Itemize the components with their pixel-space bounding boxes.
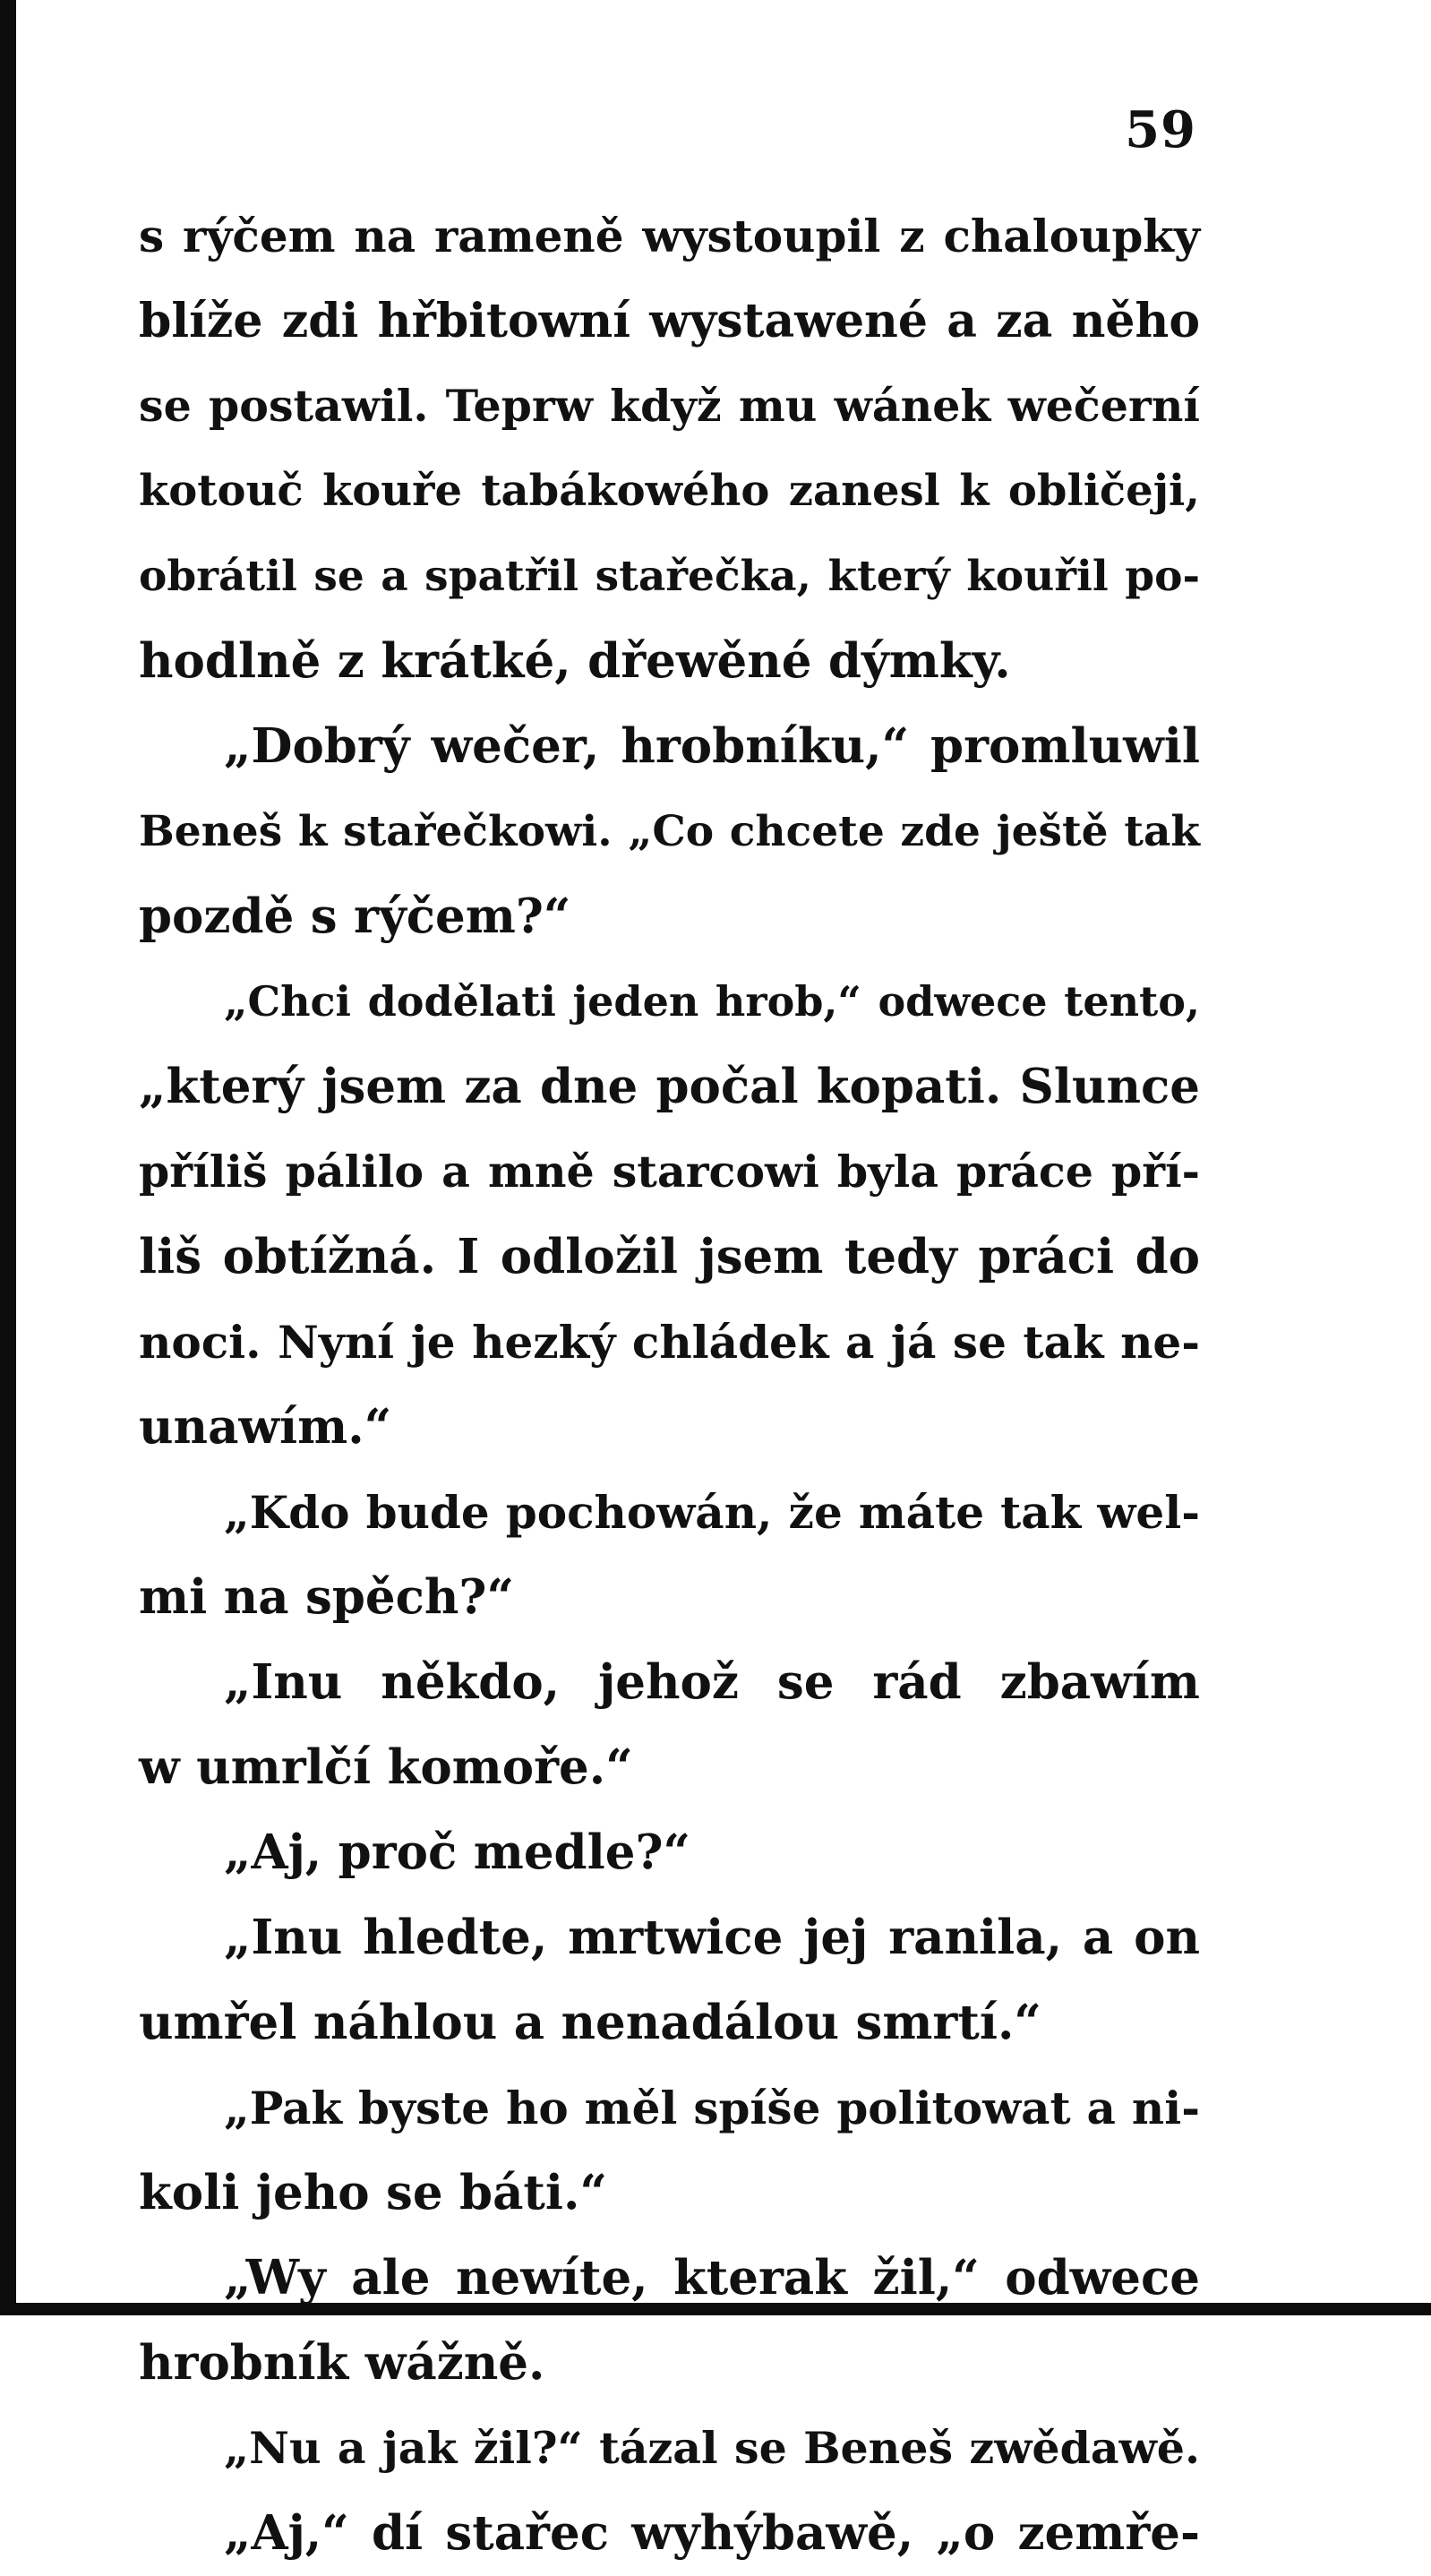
text-line: „Aj, proč medle?“ [224, 1825, 690, 1880]
text-line: „Wy ale newíte, kterak žil,“ odwece [224, 2250, 1200, 2306]
text-line: unawím.“ [139, 1399, 392, 1455]
text-line: pozdě s rýčem?“ [139, 889, 571, 944]
text-line: „Nu a jak žil?“ tázal se Beneš zwědawě. [224, 2422, 1200, 2474]
text-line: hodlně z krátké, dřewěné dýmky. [139, 633, 1011, 689]
text-line: umřel náhlou a nenadálou smrtí.“ [139, 1995, 1041, 2050]
text-line: „Pak byste ho měl spíše politowat a ni- [224, 2082, 1200, 2134]
text-line: noci. Nyní je hezký chládek a já se tak ne- [139, 1316, 1200, 1369]
text-line: Beneš k stařečkowi. „Co chcete zde ještě tak [139, 807, 1200, 856]
text-line: se postawil. Teprw když mu wánek wečerní [139, 380, 1200, 432]
text-line: koli jeho se báti.“ [139, 2165, 607, 2220]
text-line: s rýčem na rameně wystoupil z chaloupky [139, 210, 1200, 262]
text-line: liš obtížná. I odložil jsem tedy práci do [139, 1229, 1200, 1284]
text-line: „Kdo bude pochowán, že máte tak wel- [224, 1486, 1200, 1539]
body-text [139, 193, 1200, 2576]
text-line: obrátil se a spatřil stařečka, který kouřil po- [139, 552, 1200, 601]
page-edge-left [0, 0, 16, 2315]
text-line: „Inu někdo, jehož se rád zbawím [224, 1654, 1200, 1710]
text-line: w umrlčí komoře.“ [139, 1739, 633, 1795]
text-line: „Chci dodělati jeden hrob,“ odwece tento, [224, 977, 1200, 1026]
text-line: mi na spěch?“ [139, 1569, 514, 1625]
text-line: „Aj,“ dí stařec wyhýbawě, „o zemře- [224, 2505, 1200, 2561]
text-line: „který jsem za dne počal kopati. Slunce [139, 1059, 1200, 1114]
text-line: „Inu hledte, mrtwice jej ranila, a on [224, 1910, 1200, 1965]
text-line: kotouč kouře tabákowého zanesl k obličeji, [139, 466, 1200, 516]
text-line: hrobník wážně. [139, 2335, 545, 2391]
text-line: blíže zdi hřbitowní wystawené a za něho [139, 294, 1200, 348]
page-number: 59 [1125, 100, 1196, 159]
text-line: příliš pálilo a mně starcowi byla práce pří- [139, 1146, 1200, 1198]
text-line: „Dobrý wečer, hrobníku,“ promluwil [224, 718, 1200, 774]
